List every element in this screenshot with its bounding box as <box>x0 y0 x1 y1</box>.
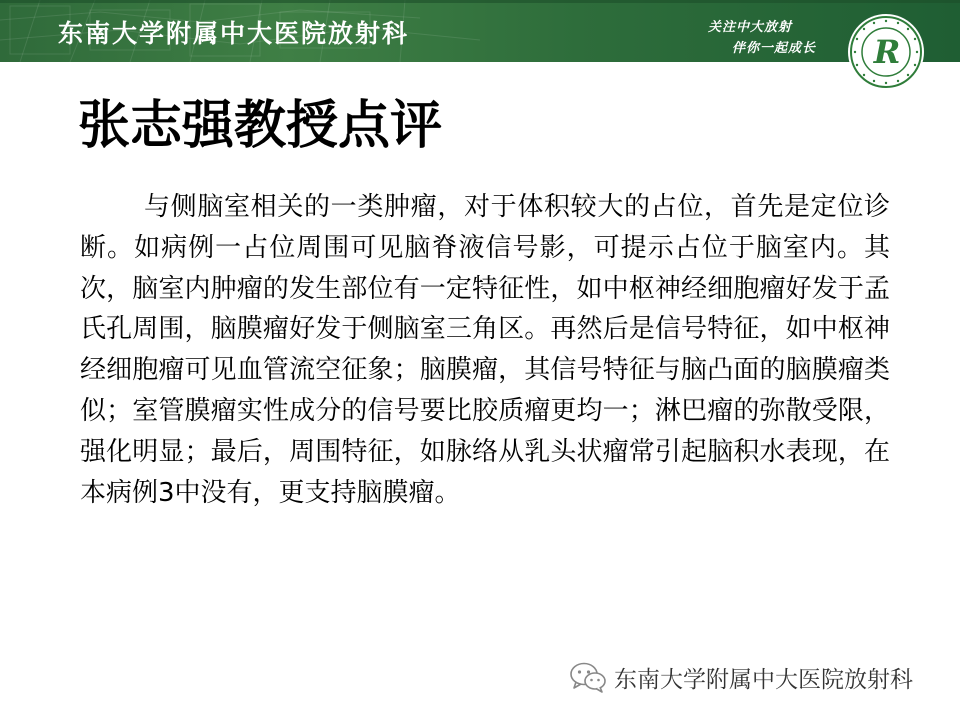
logo-letter: R <box>873 33 901 71</box>
watermark-text: 东南大学附属中大医院放射科 <box>614 666 913 693</box>
slide-heading: 张志强教授点评 <box>78 96 443 156</box>
wechat-icon <box>568 660 608 694</box>
slide-body-text: 与侧脑室相关的一类肿瘤，对于体积较大的占位，首先是定位诊断。如病例一占位周围可见脑脊液信号影，可提示占位于脑室内。其次，脑室内肿瘤的发生部位有一定特征性，如中枢神经细胞瘤好发于孟氏孔周围，脑膜瘤好发于侧脑室三角区。再然后是信号特征，如中枢神经细胞瘤可见血管流空征象；脑膜瘤，其信号特征与脑凸面的脑膜瘤类似；室管膜瘤实性成分的信号要比胶质瘤更均一；淋巴瘤的弥散受限，强化明显；最后，周围特征，如脉络从乳头状瘤常引起脑积水表现，在本病例3中没有，更支持脑膜瘤。 <box>80 192 890 508</box>
slogan-line-2: 伴你一起成长 <box>732 41 817 56</box>
header-banner <box>0 0 960 62</box>
hospital-radiology-seal-icon <box>846 12 926 92</box>
wechat-watermark <box>568 660 913 694</box>
slogan-line-1: 关注中大放射 <box>708 20 793 35</box>
banner-title: 东南大学附属中大医院放射科 <box>58 19 410 48</box>
